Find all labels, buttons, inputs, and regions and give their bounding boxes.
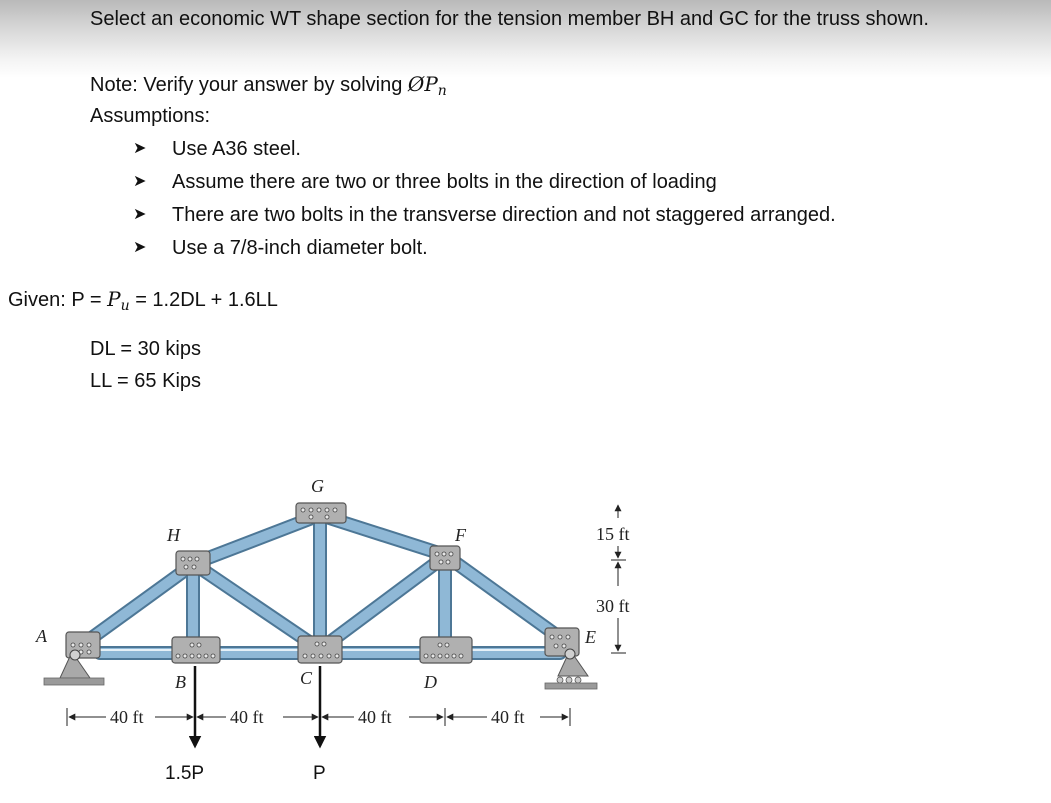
given-symbol: P [107, 287, 121, 311]
gusset-f [430, 546, 460, 570]
gusset-g [296, 503, 346, 523]
dead-load-value: DL = 30 kips [90, 338, 201, 360]
span-label: 40 ft [110, 707, 144, 727]
note-subscript: n [437, 83, 447, 99]
gusset-b [172, 637, 220, 663]
joint-label-f: F [455, 525, 466, 545]
note-text: Note: Verify your answer by solving [90, 74, 408, 96]
span-label: 40 ft [230, 707, 264, 727]
arrow-bullet-icon: ➤ [133, 206, 147, 223]
joint-label-h: H [167, 525, 180, 545]
arrow-bullet-icon: ➤ [133, 173, 147, 190]
assumption-item: Assume there are two or three bolts in the direction of loading [172, 171, 717, 193]
height-label: 30 ft [596, 596, 630, 616]
problem-title: Select an economic WT shape section for the tension member BH and GC for the truss shown. [90, 8, 929, 30]
assumption-item: Use A36 steel. [172, 138, 301, 160]
joint-label-b: B [175, 672, 186, 692]
joint-label-a: A [36, 626, 47, 646]
given-suffix: = 1.2DL + 1.6LL [129, 289, 278, 311]
load-label-b: 1.5P [165, 763, 205, 784]
given-subscript: u [120, 298, 130, 314]
given-prefix: Given: P = [8, 289, 108, 311]
arrow-bullet-icon: ➤ [133, 239, 147, 256]
assumption-item: There are two bolts in the transverse direction and not staggered arranged. [172, 204, 836, 226]
arrow-bullet-icon: ➤ [133, 140, 147, 157]
joint-label-c: C [300, 668, 313, 688]
live-load-value: LL = 65 Kips [90, 370, 202, 392]
assumption-item: Use a 7/8-inch diameter bolt. [172, 237, 428, 259]
member-cf [322, 560, 440, 648]
gusset-c [298, 636, 342, 663]
assumptions-label: Assumptions: [90, 105, 211, 127]
joint-label-d: D [424, 672, 437, 692]
gusset-d [420, 637, 472, 663]
joint-label-g: G [311, 476, 324, 496]
height-label: 15 ft [596, 524, 630, 544]
span-label: 40 ft [491, 707, 525, 727]
span-label: 40 ft [358, 707, 392, 727]
gusset-h [176, 551, 210, 575]
note-symbol: ØP [407, 72, 438, 96]
load-label-c: P [313, 763, 326, 784]
joint-label-e: E [585, 627, 596, 647]
